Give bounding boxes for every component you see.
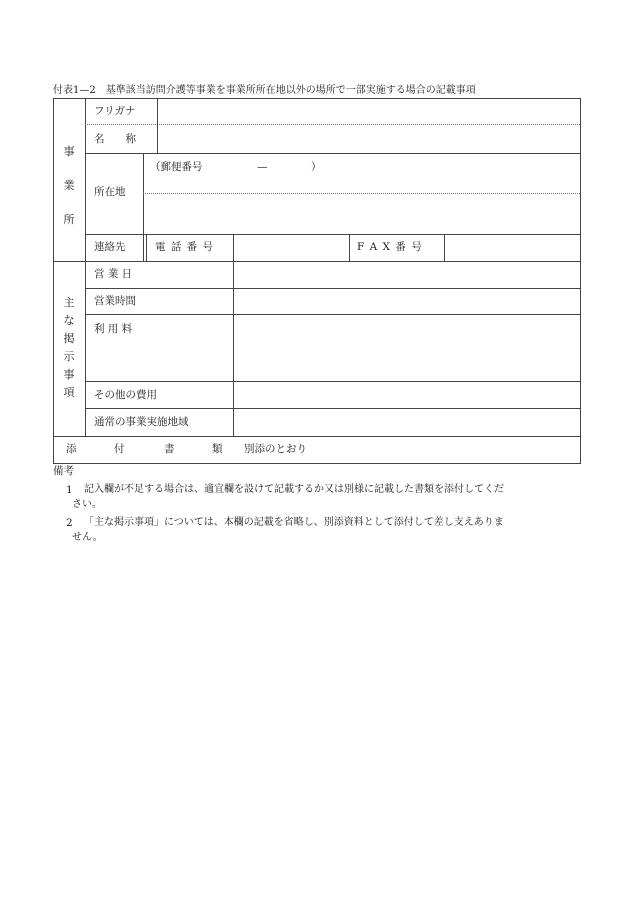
remark-2-text: 「主な掲示事項」については、本欄の記載を省略し、別添資料として添付して差し支えありま bbox=[84, 517, 504, 528]
remark-1-text-cont: さい。 bbox=[72, 499, 102, 510]
remark-1-number: 1 bbox=[66, 484, 73, 496]
remark-2-number: 2 bbox=[66, 517, 73, 529]
business-days-label: 営 業 日 bbox=[94, 268, 133, 280]
fax-label: F A X 番 号 bbox=[357, 241, 423, 253]
remark-1-text: 記入欄が不足する場合は、適宜欄を設けて記載するか又は別様に記載した書類を添付してくだ bbox=[84, 484, 504, 495]
address-label: 所在地 bbox=[94, 186, 126, 198]
contact-label: 連絡先 bbox=[94, 241, 126, 253]
name-label: 名 称 bbox=[94, 133, 136, 145]
postal-code-close: ） bbox=[311, 161, 322, 173]
other-costs-label: その他の費用 bbox=[94, 389, 157, 401]
furigana-label: フリガナ bbox=[94, 105, 136, 117]
attachments-value: 別添のとおり bbox=[244, 443, 307, 455]
attachments-label-char-2: 付 bbox=[114, 443, 125, 455]
attachments-label-char-1: 添 bbox=[66, 443, 77, 455]
attachments-label-char-3: 書 bbox=[164, 443, 175, 455]
office-section-label: 事業所 bbox=[63, 145, 75, 226]
form-title: 付表1—2 基準該当訪問介護等事業を事業所所在地以外の場所で一部実施する場合の記載事項 bbox=[53, 85, 476, 96]
service-area-label: 通常の事業実施地域 bbox=[94, 416, 189, 428]
phone-label: 電 話 番 号 bbox=[155, 241, 215, 253]
remark-2-text-cont: せん。 bbox=[72, 532, 103, 543]
attachments-label-char-4: 類 bbox=[212, 443, 223, 455]
notices-section-label: 主な掲示事項 bbox=[63, 296, 75, 399]
postal-code-dash: — bbox=[257, 161, 268, 173]
fee-label: 利 用 料 bbox=[94, 323, 133, 335]
postal-code-open: （郵便番号 bbox=[150, 161, 203, 173]
remarks-heading: 備考 bbox=[53, 465, 74, 477]
business-hours-label: 営業時間 bbox=[94, 295, 136, 307]
